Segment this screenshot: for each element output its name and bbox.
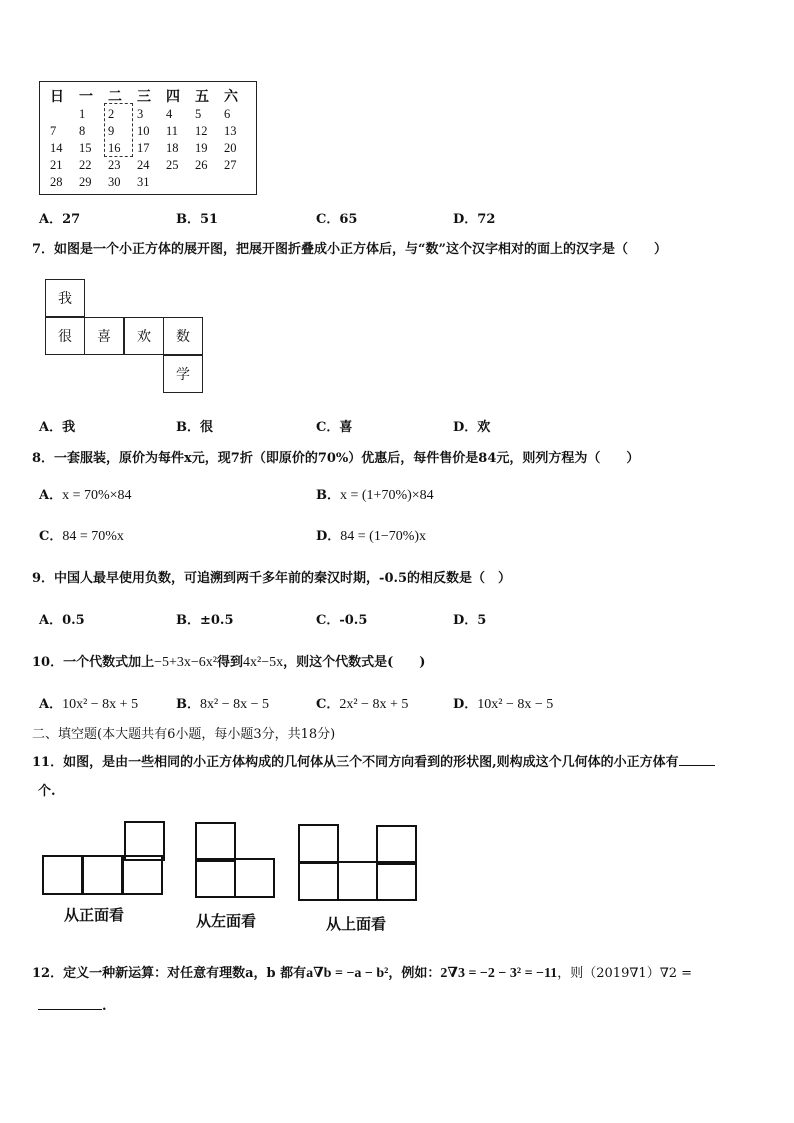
calendar-day: 29: [79, 175, 92, 189]
calendar-day: 8: [79, 124, 86, 138]
answer-blank: [38, 1009, 102, 1010]
option-label: D．: [453, 697, 478, 712]
q10-option-b: [176, 693, 269, 713]
view-square: [337, 861, 378, 901]
calendar-day: [166, 174, 195, 191]
q10-option-c: [316, 693, 408, 713]
calendar-day: 1: [79, 107, 86, 121]
view-square: [195, 822, 236, 862]
calendar-day: 17: [137, 141, 150, 155]
calendar-day: 12: [195, 124, 208, 138]
option-label: A．: [39, 697, 63, 712]
q12-text: ，例如：: [388, 966, 441, 981]
net-face: 欢: [124, 317, 164, 355]
q12-answer: [38, 999, 107, 1014]
calendar-day: 5: [195, 107, 202, 121]
q12-text: ，则（2019∇1）∇2 =: [557, 966, 693, 981]
calendar-row: [50, 106, 253, 123]
calendar-day: [224, 174, 253, 191]
calendar-day: 24: [137, 158, 150, 172]
calendar-day: 13: [224, 124, 237, 138]
net-face: 很: [45, 317, 85, 355]
formula: 2x² − 8x + 5: [339, 697, 409, 712]
calendar-day: 23: [108, 158, 121, 172]
q8-question: 8．一套服装，原价为每件x元，现7折（即原价的70%）优惠后，每件售价是84元，则列方程为（ ）: [32, 451, 640, 466]
calendar-day: 20: [224, 141, 237, 155]
option-label: C．: [39, 529, 63, 544]
q10-text: 10．一个代数式加上: [32, 655, 155, 670]
calendar-header: 六: [224, 89, 238, 105]
q10-option-d: [453, 693, 553, 713]
view-square: [195, 858, 236, 898]
q9-option-b: B．±0.5: [176, 613, 234, 628]
q10-option-a: [39, 693, 138, 713]
answer-blank: [679, 765, 715, 766]
q8-option-c: [39, 525, 124, 545]
calendar-day: 3: [137, 107, 144, 121]
calendar-row: [50, 140, 253, 157]
formula: 84 = 70%x: [62, 529, 124, 544]
q12-tail: .: [102, 999, 107, 1014]
formula: x = 70%×84: [62, 488, 132, 503]
left-view-label: 从左面看: [196, 912, 257, 930]
formula: 8x² − 8x − 5: [200, 697, 269, 712]
formula: 10x² − 8x − 5: [477, 697, 554, 712]
view-square: [42, 855, 83, 895]
calendar-day: 18: [166, 141, 179, 155]
option-label: B．: [176, 697, 200, 712]
q10-question: [32, 651, 425, 671]
view-square: [298, 861, 339, 901]
q6-option-b: B．51: [176, 212, 219, 227]
calendar-header-row: [50, 86, 253, 106]
view-square: [82, 855, 123, 895]
q11-tail: 个.: [38, 784, 56, 799]
calendar-row: [50, 123, 253, 140]
q9-question: 9．中国人最早使用负数，可追溯到两千多年前的秦汉时期，-0.5的相反数是（ ）: [32, 571, 512, 586]
q7-option-d: D．欢: [453, 420, 491, 435]
q12-text: 12．定义一种新运算：对任意有理数a，b 都有: [32, 966, 307, 981]
calendar-day: 27: [224, 158, 237, 172]
q6-option-c: C．65: [316, 212, 358, 227]
q6-option-a: A．27: [39, 212, 81, 227]
calendar-day: [50, 106, 79, 123]
section-heading: 二、填空题(本大题共有6小题，每小题3分，共18分): [32, 727, 336, 742]
calendar-header: 五: [195, 89, 209, 105]
calendar-row: [50, 157, 253, 174]
view-square: [376, 861, 417, 901]
calendar-header: 二: [108, 89, 122, 105]
calendar-figure: [39, 81, 257, 195]
formula: x = (1+70%)×84: [340, 488, 434, 503]
calendar-row: [50, 174, 253, 191]
calendar-day: 2: [108, 107, 115, 121]
calendar-header: 日: [50, 89, 64, 105]
calendar-day: 11: [166, 124, 179, 138]
q12-question: [32, 962, 692, 982]
q12-definition: a∇b = −a − b²: [306, 966, 389, 981]
calendar-header: 三: [137, 89, 151, 105]
calendar-day: 16: [108, 141, 121, 155]
calendar-day: 19: [195, 141, 208, 155]
calendar-table: [50, 86, 253, 191]
top-view-label: 从上面看: [326, 915, 387, 933]
calendar-day: 10: [137, 124, 150, 138]
q8-option-d: [316, 525, 426, 545]
calendar-header: 四: [166, 89, 180, 105]
calendar-day: 9: [108, 124, 115, 138]
q10-text: 得到: [216, 655, 243, 670]
q7-question: 7．如图是一个小正方体的展开图，把展开图折叠成小正方体后，与“数”这个汉字相对的面上的汉字是（ ）: [32, 242, 668, 257]
q6-option-d: D．72: [453, 212, 496, 227]
net-face-top: 我: [45, 279, 85, 317]
view-square: [122, 855, 163, 895]
formula: 84 = (1−70%)x: [340, 529, 427, 544]
calendar-day: 26: [195, 158, 208, 172]
q10-text: ，则这个代数式是( ): [283, 655, 426, 670]
net-face: 数: [163, 317, 203, 355]
q7-option-c: C．喜: [316, 420, 353, 435]
view-square: [234, 858, 275, 898]
formula: 10x² − 8x + 5: [62, 697, 139, 712]
calendar-day: 28: [50, 175, 63, 189]
option-label: D．: [316, 529, 341, 544]
calendar-day: 25: [166, 158, 179, 172]
calendar-day: 7: [50, 124, 57, 138]
view-square: [376, 825, 417, 865]
calendar-dashed-selection: [104, 103, 133, 157]
calendar-header: 一: [79, 89, 93, 105]
q9-option-d: D．5: [453, 613, 487, 628]
option-label: A．: [39, 488, 63, 503]
option-label: B．: [316, 488, 340, 503]
calendar-day: 14: [50, 141, 63, 155]
calendar-day: 30: [108, 175, 121, 189]
q11-question: [32, 751, 715, 770]
q10-expr2: 4x²−5x: [243, 655, 284, 670]
calendar-day: 15: [79, 141, 92, 155]
q9-option-a: A．0.5: [39, 613, 85, 628]
net-face-bottom: 学: [163, 355, 203, 393]
q7-option-b: B．很: [176, 420, 213, 435]
net-face: 喜: [84, 317, 124, 355]
q7-option-a: A．我: [39, 420, 76, 435]
view-square: [298, 824, 339, 864]
q12-example: 2∇3 = −2 − 3² = −11: [440, 966, 558, 981]
calendar-day: 6: [224, 107, 231, 121]
q10-expr1: −5+3x−6x²: [154, 655, 217, 670]
option-label: C．: [316, 697, 340, 712]
calendar-day: [195, 174, 224, 191]
q8-option-a: [39, 484, 132, 504]
calendar-day: 21: [50, 158, 63, 172]
calendar-day: 22: [79, 158, 92, 172]
q11-text: 11．如图，是由一些相同的小正方体构成的几何体从三个不同方向看到的形状图,则构成这个几何体的小正方体有: [32, 755, 679, 770]
calendar-day: 31: [137, 175, 150, 189]
calendar-day: 4: [166, 107, 173, 121]
front-view-label: 从正面看: [64, 906, 125, 924]
q8-option-b: [316, 484, 434, 504]
q9-option-c: C．-0.5: [316, 613, 368, 628]
